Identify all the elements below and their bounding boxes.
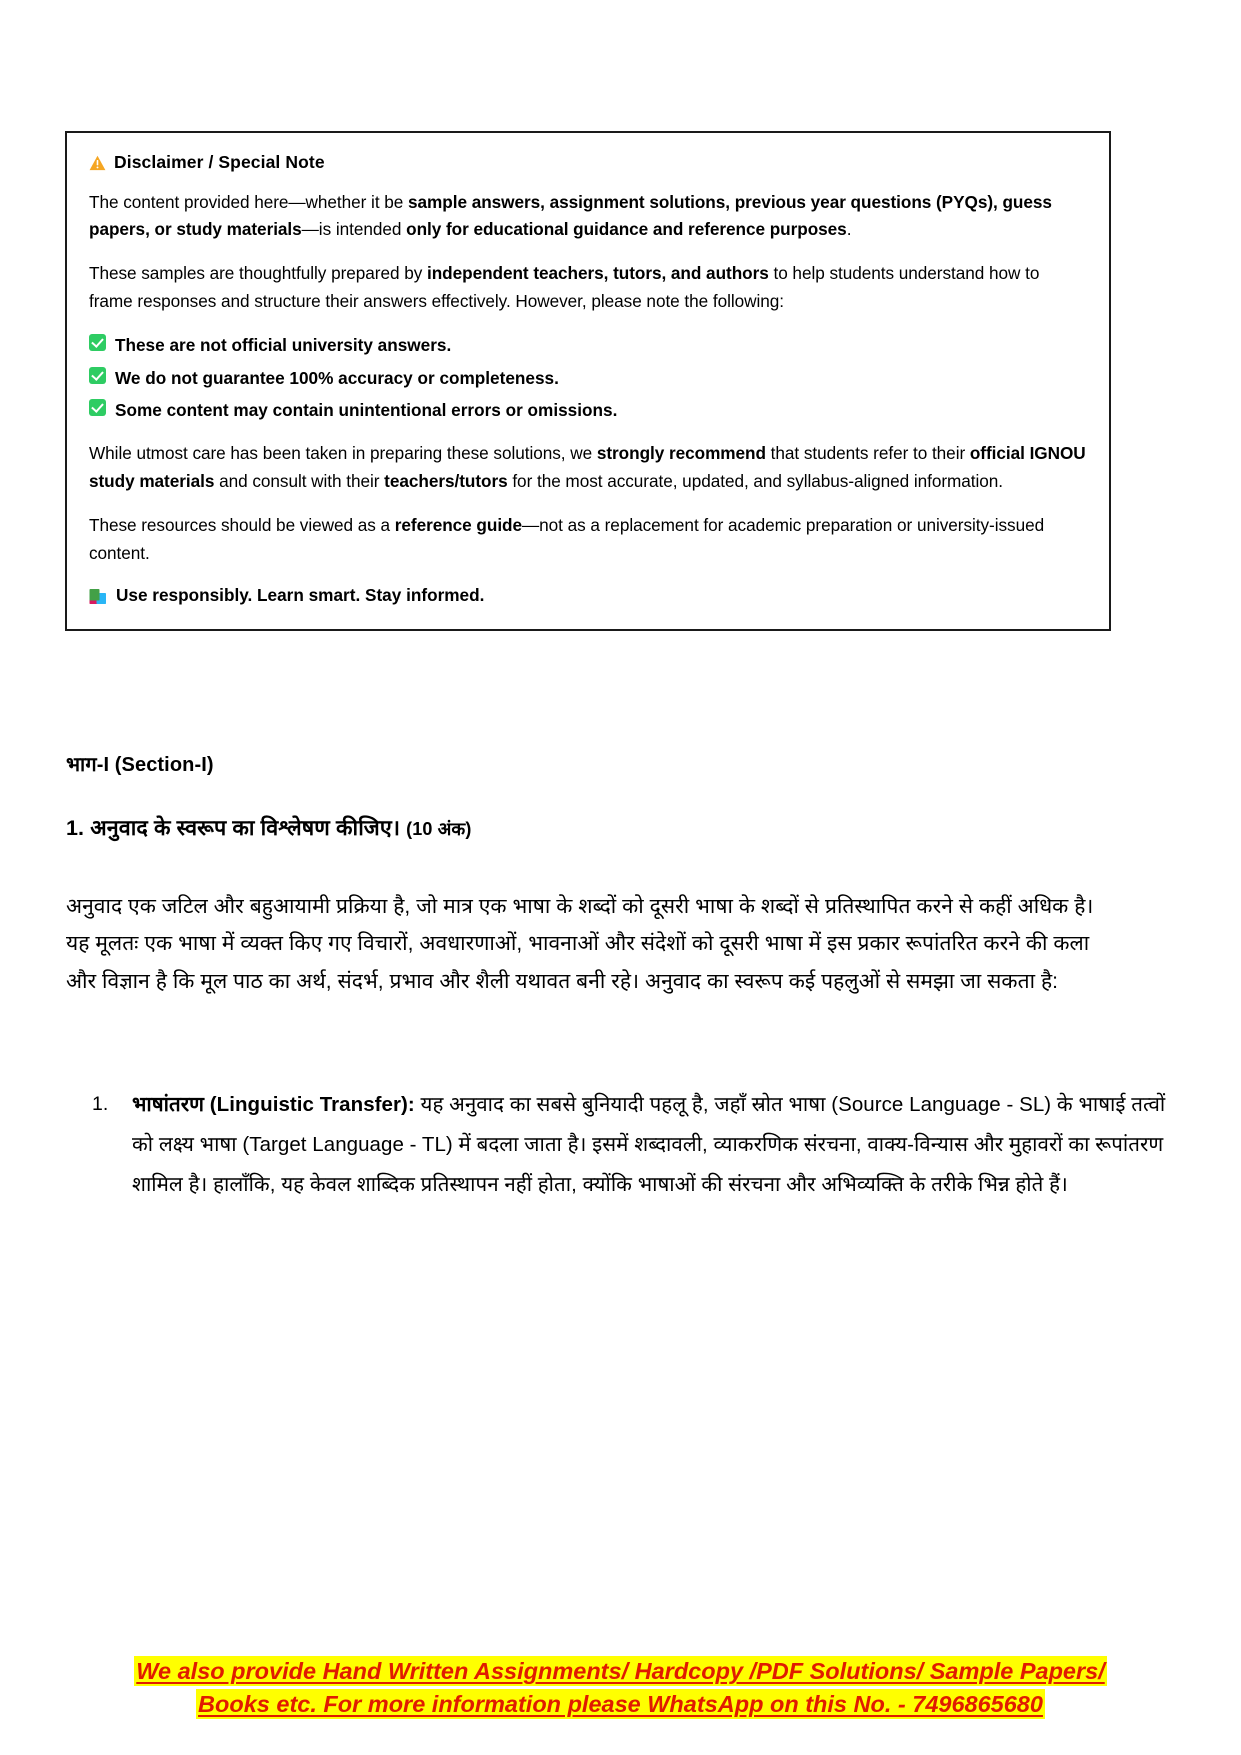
footer-promo — [0, 1655, 1241, 1722]
section-heading: भाग-I (Section-I) — [66, 754, 214, 776]
checklist-item — [89, 397, 1087, 424]
green-check-icon — [89, 399, 106, 416]
footer-line-1-row — [0, 1655, 1241, 1688]
disclaimer-title-row — [89, 151, 1087, 175]
disclaimer-paragraph-1: The content provided here—whether it be sample answers, assignment solutions, previous year questions (PYQs), guess papers, or study materials—is intended only for educational guidance and reference purposes. — [89, 191, 1052, 240]
disclaimer-final-row — [89, 583, 1087, 609]
green-check-icon — [89, 367, 106, 384]
question-heading — [66, 813, 471, 842]
footer-line-2: Books etc. For more information please WhatsApp on this No. - 7496865680 — [198, 1691, 1043, 1718]
footer-line-2-row — [0, 1688, 1241, 1721]
disclaimer-paragraph-3: While utmost care has been taken in preparing these solutions, we strongly recommend that students refer to their official IGNOU study materials and consult with their teachers/tutors for the most accurate, updated, and syllabus-aligned information. — [89, 443, 1086, 491]
disclaimer-box — [65, 131, 1111, 631]
checklist-item — [89, 332, 1087, 359]
warning-triangle-icon — [89, 155, 106, 171]
checklist-item — [89, 365, 1087, 392]
answer-point-list — [66, 1085, 1186, 1205]
question-heading-text: 1. अनुवाद के स्वरूप का विश्लेषण कीजिए। — [66, 816, 401, 840]
disclaimer-paragraph-4: These resources should be viewed as a reference guide—not as a replacement for academic preparation or university-issued content. — [89, 514, 1045, 563]
green-check-icon — [89, 334, 106, 351]
question-marks: (10 अंक) — [406, 819, 472, 839]
answer-paragraph: अनुवाद एक जटिल और बहुआयामी प्रक्रिया है, जो मात्र एक भाषा के शब्दों को दूसरी भाषा के शब्दों से प्रतिस्थापित करने से कहीं अधिक है। यह मूलतः एक भाषा में व्यक्त किए गए विचारों, अवधारणाओं, भावनाओं और संदेशों को दूसरी भाषा में इस प्रकार रूपांतरित करने की कला और विज्ञान है कि मूल पाठ का अर्थ, संदर्भ, प्रभाव और शैली यथावत बनी रहे। अनुवाद का स्वरूप कई पहलुओं से समझा जा सकता है: — [66, 895, 1094, 993]
checklist-item-label: These are not official university answers. — [115, 335, 452, 356]
disclaimer-paragraph-2: These samples are thoughtfully prepared by independent teachers, tutors, and authors to help students understand how to frame responses and structure their answers effectively. However, please note the following: — [89, 263, 1040, 312]
list-item-marker: 1. — [92, 1093, 109, 1115]
list-item — [92, 1085, 1186, 1205]
checklist-item-label: Some content may contain unintentional errors or omissions. — [115, 400, 618, 421]
disclaimer-checklist — [89, 332, 1087, 424]
books-icon — [89, 588, 107, 605]
list-item-body: भाषांतरण (Linguistic Transfer): यह अनुवाद का सबसे बुनियादी पहलू है, जहाँ स्रोत भाषा (Source Language - SL) के भाषाई तत्वों को लक्ष्य भाषा (Target Language - TL) में बदला जाता है। इसमें शब्दावली, व्याकरणिक संरचना, वाक्य-विन्यास और मुहावरों का रूपांतरण शामिल है। हालाँकि, यह केवल शाब्दिक प्रतिस्थापन नहीं होता, क्योंकि भाषाओं की संरचना और अभिव्यक्ति के तरीके भिन्न होते हैं। — [132, 1093, 1166, 1196]
checklist-item-label: We do not guarantee 100% accuracy or completeness. — [115, 367, 559, 388]
footer-line-1: We also provide Hand Written Assignments/ Hardcopy /PDF Solutions/ Sample Papers/ — [136, 1658, 1105, 1684]
disclaimer-title-text: Disclaimer / Special Note — [114, 152, 325, 172]
disclaimer-final-text: Use responsibly. Learn smart. Stay informed. — [116, 585, 485, 606]
